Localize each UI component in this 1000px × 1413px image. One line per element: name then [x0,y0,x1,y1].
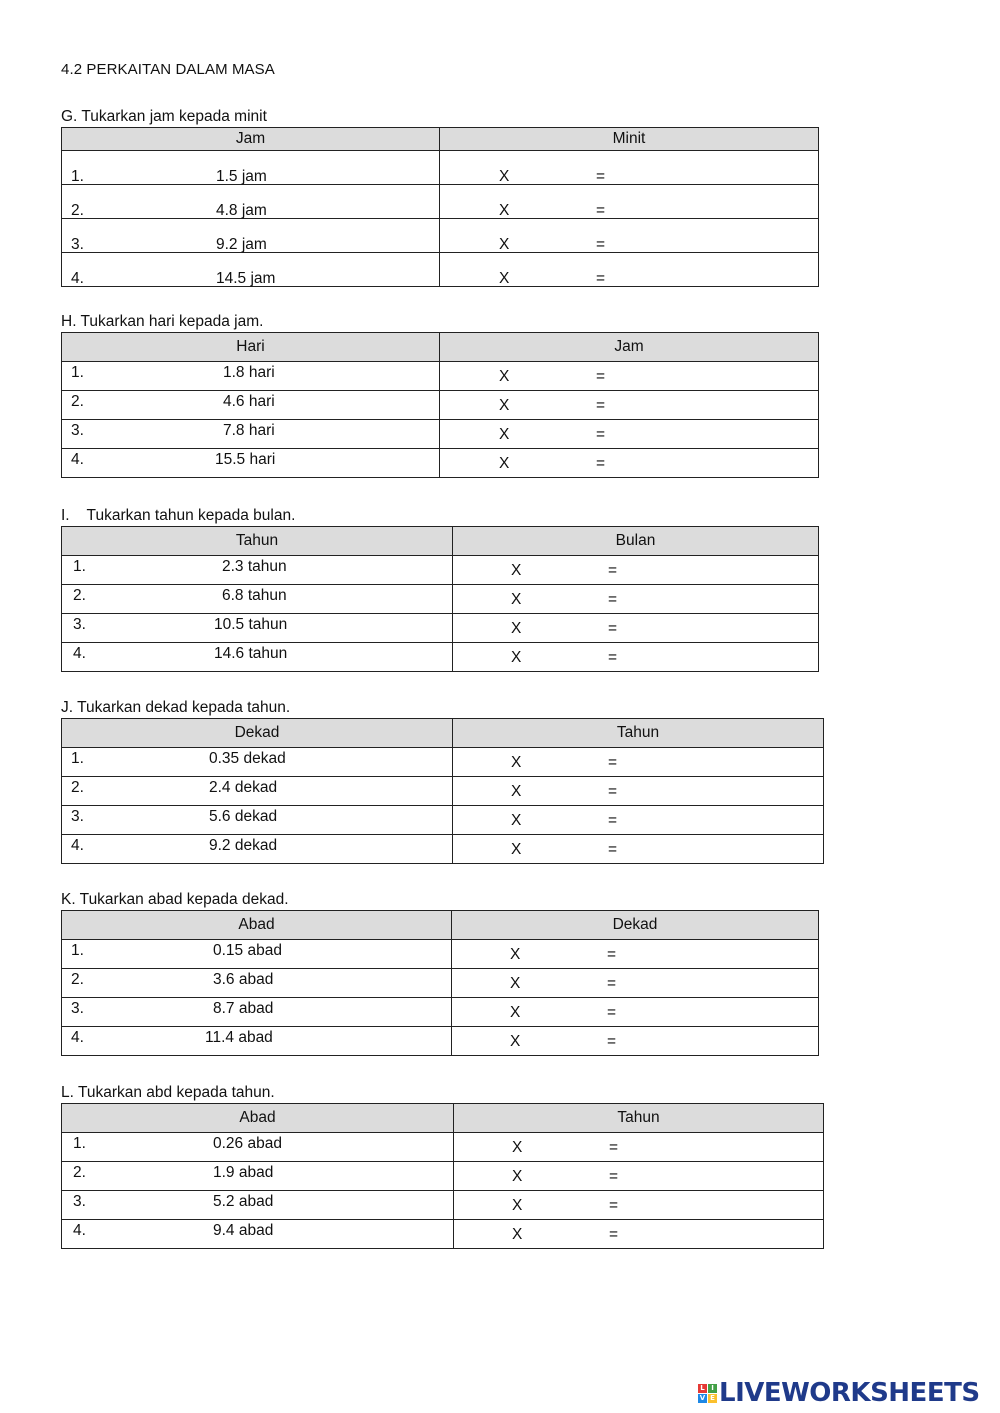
given-value: 5.2 abad [213,1193,274,1210]
table-row [62,556,819,585]
question-cell [62,449,440,478]
section-title: H. Tukarkan hari kepada jam. [61,313,264,330]
equals-sign: = [609,1139,619,1156]
answer-cell[interactable] [454,1220,824,1249]
equals-sign: = [608,620,618,637]
table-row [62,1027,819,1056]
multiply-sign: X [499,455,510,472]
table-row [62,969,819,998]
row-number: 4. [73,645,86,662]
answer-cell[interactable] [453,556,819,585]
question-cell [62,940,452,969]
row-number: 4. [73,1222,86,1239]
column-header-left: Jam [62,128,440,151]
equals-sign: = [596,397,606,414]
equals-sign: = [608,591,618,608]
answer-cell[interactable] [440,362,819,391]
row-number: 3. [71,235,84,253]
question-cell [62,643,453,672]
column-header-left: Abad [62,911,452,940]
question-cell [62,969,452,998]
row-number: 2. [71,779,84,796]
conversion-table [61,332,819,478]
multiply-sign: X [512,1226,523,1243]
table-row [62,219,819,253]
row-number: 2. [73,1164,86,1181]
given-value: 0.35 dekad [209,750,286,767]
answer-cell[interactable] [440,151,819,185]
section-title: J. Tukarkan dekad kepada tahun. [61,699,291,716]
row-number: 4. [71,1029,84,1046]
column-header-right: Tahun [453,719,824,748]
row-number: 2. [71,971,84,988]
answer-cell[interactable] [453,748,824,777]
section-j [61,698,823,864]
question-cell [62,362,440,391]
answer-cell[interactable] [440,253,819,287]
table-row [62,1191,824,1220]
column-header-right: Bulan [453,527,819,556]
row-number: 3. [73,616,86,633]
section-k [61,890,818,1056]
section-title: G. Tukarkan jam kepada minit [61,108,267,125]
multiply-sign: X [512,1139,523,1156]
given-value: 15.5 hari [215,451,276,468]
equals-sign: = [608,783,618,800]
equals-sign: = [607,1033,617,1050]
answer-cell[interactable] [453,643,819,672]
conversion-table [61,910,819,1056]
question-cell [62,1133,454,1162]
multiply-sign: X [512,1197,523,1214]
table-row [62,449,819,478]
question-cell [62,835,453,864]
column-header-left: Tahun [62,527,453,556]
equals-sign: = [609,1168,619,1185]
section-l [61,1083,823,1249]
table-row [62,806,824,835]
row-number: 1. [71,750,84,767]
given-value: 6.8 tahun [222,587,287,604]
multiply-sign: X [511,783,522,800]
table-row [62,1162,824,1191]
equals-sign: = [596,368,606,385]
section-title: K. Tukarkan abad kepada dekad. [61,891,289,908]
question-cell [62,777,453,806]
table-row [62,1220,824,1249]
given-value: 2.4 dekad [209,779,278,796]
equals-sign: = [608,812,618,829]
given-value: 7.8 hari [223,422,275,439]
given-value: 9.2 jam [216,235,267,253]
answer-cell[interactable] [454,1133,824,1162]
liveworksheets-logo[interactable] [698,1378,980,1408]
multiply-sign: X [510,1033,521,1050]
column-header-left: Hari [62,333,440,362]
equals-sign: = [596,455,606,472]
given-value: 8.7 abad [213,1000,274,1017]
equals-sign: = [608,841,618,858]
equals-sign: = [609,1226,619,1243]
given-value: 1.9 abad [213,1164,274,1181]
column-header-right: Jam [440,333,819,362]
table-row [62,998,819,1027]
question-cell [62,806,453,835]
answer-cell[interactable] [452,940,819,969]
given-value: 14.6 tahun [214,645,288,662]
row-number: 1. [71,942,84,959]
question-cell [62,1220,454,1249]
page-title: 4.2 PERKAITAN DALAM MASA [61,61,275,78]
row-number: 3. [71,1000,84,1017]
equals-sign: = [596,426,606,443]
question-cell [62,185,440,219]
question-cell [62,556,453,585]
multiply-sign: X [499,167,510,185]
question-cell [62,998,452,1027]
row-number: 1. [71,364,84,381]
question-cell [62,420,440,449]
row-number: 3. [71,422,84,439]
multiply-sign: X [511,812,522,829]
answer-cell[interactable] [452,1027,819,1056]
equals-sign: = [607,1004,617,1021]
given-value: 9.2 dekad [209,837,278,854]
row-number: 4. [71,837,84,854]
table-row [62,185,819,219]
multiply-sign: X [499,368,510,385]
question-cell [62,1162,454,1191]
logo-mark-letter: I [708,1384,717,1393]
multiply-sign: X [511,591,522,608]
multiply-sign: X [511,841,522,858]
section-h [61,312,818,478]
logo-mark-letter: V [699,1393,706,1402]
table-header-row [62,719,824,748]
row-number: 2. [73,587,86,604]
logo-mark-icon [698,1384,717,1403]
row-number: 2. [71,393,84,410]
equals-sign: = [608,562,618,579]
answer-cell[interactable] [440,219,819,253]
multiply-sign: X [499,269,510,287]
table-header-row [62,128,819,151]
conversion-table [61,127,819,287]
equals-sign: = [608,649,618,666]
multiply-sign: X [512,1168,523,1185]
logo-text: LIVEWORKSHEETS [719,1378,980,1408]
answer-cell[interactable] [453,585,819,614]
question-cell [62,151,440,185]
equals-sign: = [609,1197,619,1214]
given-value: 1.8 hari [223,364,275,381]
equals-sign: = [596,235,606,253]
conversion-table [61,526,819,672]
given-value: 4.8 jam [216,201,267,219]
column-header-right: Dekad [452,911,819,940]
table-row [62,585,819,614]
row-number: 1. [71,167,84,185]
question-cell [62,614,453,643]
answer-cell[interactable] [453,806,824,835]
multiply-sign: X [499,235,510,253]
table-row [62,777,824,806]
table-row [62,420,819,449]
answer-cell[interactable] [454,1191,824,1220]
logo-mark-letter: L [698,1384,707,1393]
table-row [62,1133,824,1162]
table-row [62,151,819,185]
row-number: 3. [71,808,84,825]
equals-sign: = [596,167,606,185]
table-header-row [62,527,819,556]
question-cell [62,219,440,253]
given-value: 5.6 dekad [209,808,278,825]
equals-sign: = [596,201,606,219]
table-header-row [62,333,819,362]
answer-cell[interactable] [453,835,824,864]
multiply-sign: X [511,562,522,579]
multiply-sign: X [499,397,510,414]
multiply-sign: X [510,946,521,963]
given-value: 2.3 tahun [222,558,287,575]
multiply-sign: X [511,620,522,637]
given-value: 0.15 abad [213,942,282,959]
question-cell [62,253,440,287]
table-row [62,643,819,672]
question-cell [62,748,453,777]
given-value: 10.5 tahun [214,616,288,633]
given-value: 11.4 abad [205,1029,273,1046]
multiply-sign: X [510,975,521,992]
column-header-right: Minit [440,128,819,151]
answer-cell[interactable] [454,1162,824,1191]
column-header-right: Tahun [454,1104,824,1133]
table-row [62,614,819,643]
table-row [62,940,819,969]
equals-sign: = [596,269,606,287]
question-cell [62,1191,454,1220]
conversion-table [61,718,824,864]
section-i [61,506,818,672]
given-value: 3.6 abad [213,971,274,988]
table-row [62,748,824,777]
row-number: 1. [73,1135,86,1152]
column-header-left: Abad [62,1104,454,1133]
question-cell [62,585,453,614]
given-value: 1.5 jam [216,167,267,185]
row-number: 3. [73,1193,86,1210]
given-value: 9.4 abad [213,1222,274,1239]
logo-mark-letter: E [708,1394,717,1403]
equals-sign: = [608,754,618,771]
table-row [62,835,824,864]
table-row [62,362,819,391]
table-header-row [62,1104,824,1133]
equals-sign: = [607,946,617,963]
conversion-table [61,1103,824,1249]
section-g [61,107,818,287]
table-header-row [62,911,819,940]
row-number: 1. [73,558,86,575]
answer-cell[interactable] [453,614,819,643]
multiply-sign: X [499,426,510,443]
row-number: 2. [71,201,84,219]
given-value: 4.6 hari [223,393,275,410]
answer-cell[interactable] [452,969,819,998]
row-number: 4. [71,451,84,468]
question-cell [62,1027,452,1056]
multiply-sign: X [511,649,522,666]
table-row [62,391,819,420]
row-number: 4. [71,269,84,287]
answer-cell[interactable] [440,420,819,449]
answer-cell[interactable] [440,185,819,219]
equals-sign: = [607,975,617,992]
given-value: 0.26 abad [213,1135,282,1152]
section-title: I. Tukarkan tahun kepada bulan. [61,507,296,524]
section-title: L. Tukarkan abd kepada tahun. [61,1084,275,1101]
answer-cell[interactable] [453,777,824,806]
multiply-sign: X [511,754,522,771]
multiply-sign: X [499,201,510,219]
answer-cell[interactable] [452,998,819,1027]
multiply-sign: X [510,1004,521,1021]
question-cell [62,391,440,420]
answer-cell[interactable] [440,449,819,478]
answer-cell[interactable] [440,391,819,420]
given-value: 14.5 jam [216,269,276,287]
column-header-left: Dekad [62,719,453,748]
table-row [62,253,819,287]
